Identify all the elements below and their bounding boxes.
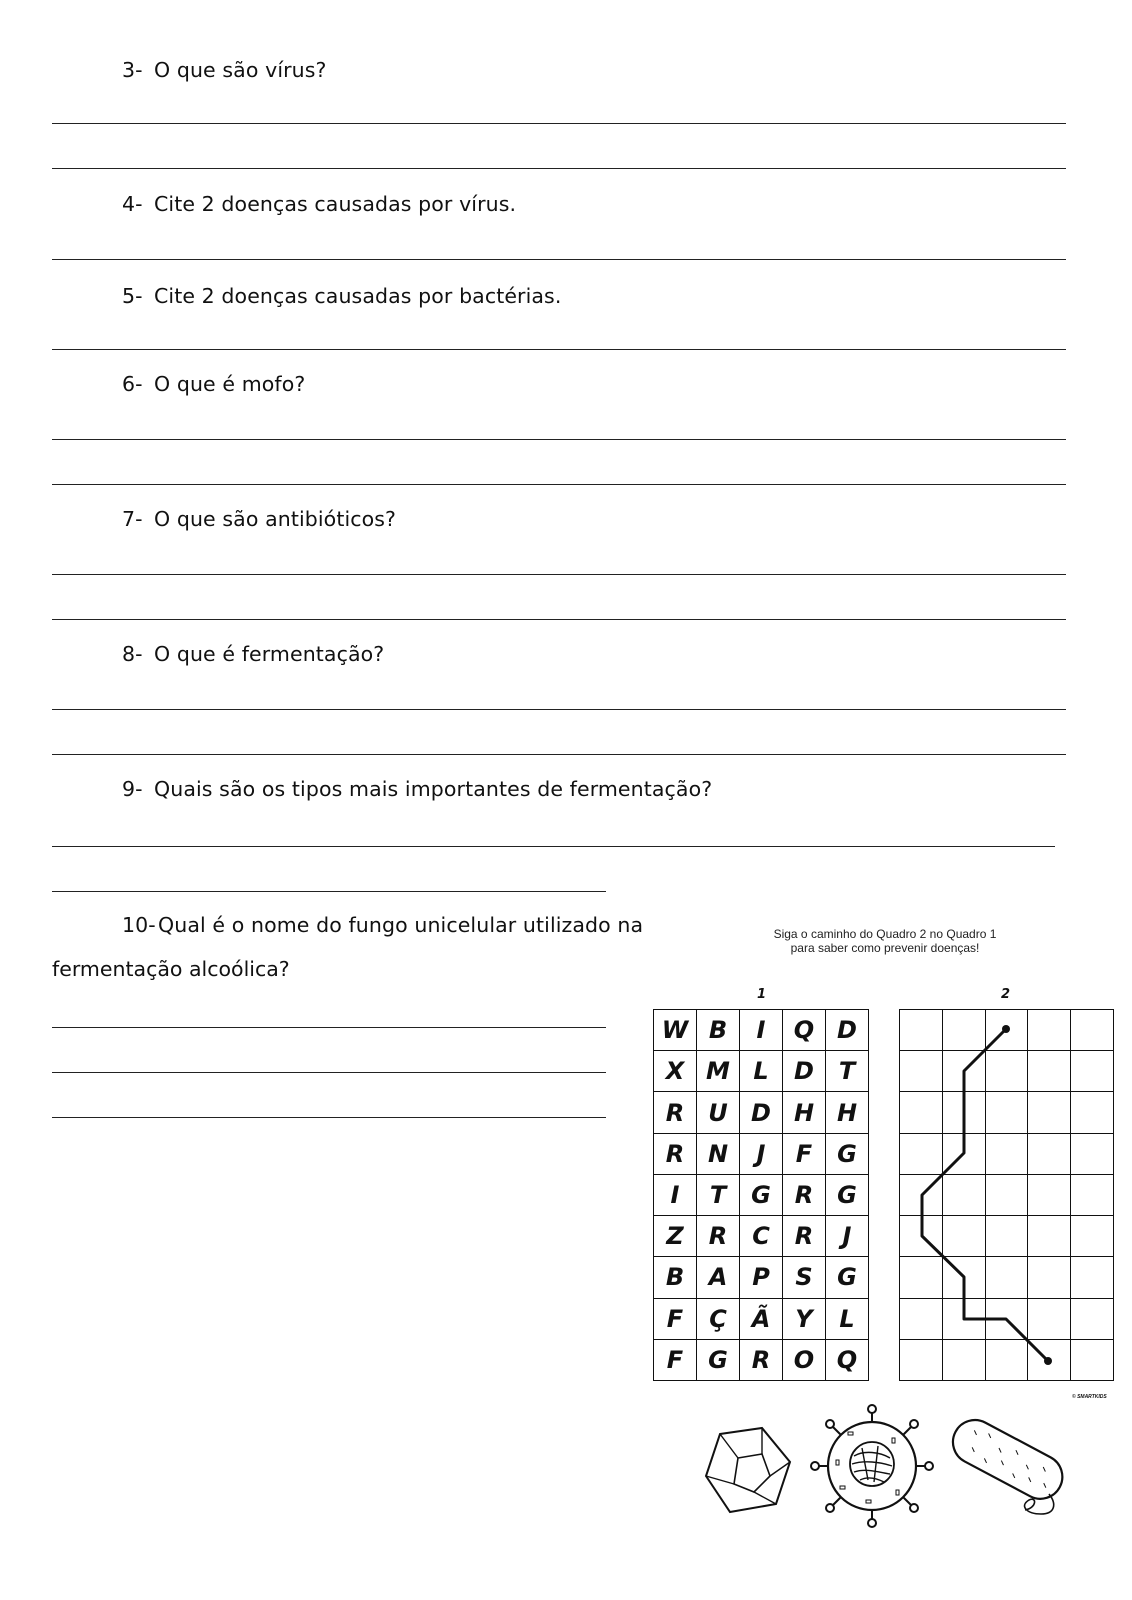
letter-board-row xyxy=(654,1339,869,1380)
board-2-label: 2 xyxy=(1001,987,1011,1002)
letter-cell: L xyxy=(740,1051,783,1092)
letter-cell: Q xyxy=(783,1010,826,1051)
path-cell xyxy=(1028,1133,1071,1174)
letter-cell: G xyxy=(826,1133,869,1174)
question-7 xyxy=(122,507,396,531)
question-number: 10- xyxy=(122,913,156,937)
letter-cell: Ç xyxy=(697,1298,740,1339)
path-cell xyxy=(985,1133,1028,1174)
path-cell xyxy=(1028,1010,1071,1051)
letter-cell: H xyxy=(783,1092,826,1133)
letter-cell: U xyxy=(697,1092,740,1133)
answer-line[interactable] xyxy=(52,574,1066,575)
letter-cell: I xyxy=(740,1010,783,1051)
path-cell xyxy=(1071,1298,1114,1339)
question-8 xyxy=(122,642,384,666)
letter-board-row xyxy=(654,1298,869,1339)
letter-cell: W xyxy=(654,1010,697,1051)
question-number: 9- xyxy=(122,777,143,801)
question-text: O que são vírus? xyxy=(154,58,327,82)
answer-line[interactable] xyxy=(52,1072,606,1073)
path-board-row xyxy=(900,1174,1114,1215)
letter-cell: C xyxy=(740,1216,783,1257)
letter-cell: Q xyxy=(826,1339,869,1380)
path-cell xyxy=(942,1216,985,1257)
path-cell xyxy=(942,1092,985,1133)
path-board-row xyxy=(900,1257,1114,1298)
letter-cell: G xyxy=(740,1174,783,1215)
path-cell xyxy=(1028,1092,1071,1133)
path-cell xyxy=(985,1174,1028,1215)
question-number: 4- xyxy=(122,192,143,216)
letter-cell: R xyxy=(783,1174,826,1215)
letter-board-row xyxy=(654,1174,869,1215)
path-cell xyxy=(1071,1010,1114,1051)
question-9 xyxy=(122,777,712,801)
letter-board-row xyxy=(654,1133,869,1174)
question-text: Quais são os tipos mais importantes de fermentação? xyxy=(154,777,713,801)
letter-board-row xyxy=(654,1092,869,1133)
letter-cell: X xyxy=(654,1051,697,1092)
path-cell xyxy=(1071,1092,1114,1133)
path-cell xyxy=(1071,1174,1114,1215)
letter-cell: B xyxy=(654,1257,697,1298)
letter-cell: N xyxy=(697,1133,740,1174)
question-number: 6- xyxy=(122,372,143,396)
path-cell xyxy=(1028,1257,1071,1298)
path-cell xyxy=(1071,1051,1114,1092)
virus-icon xyxy=(810,1404,934,1528)
letter-cell: O xyxy=(783,1339,826,1380)
path-cell xyxy=(1028,1051,1071,1092)
answer-line[interactable] xyxy=(52,349,1066,350)
path-cell xyxy=(985,1216,1028,1257)
letter-cell: B xyxy=(697,1010,740,1051)
path-cell xyxy=(942,1298,985,1339)
letter-cell: Ã xyxy=(740,1298,783,1339)
letter-cell: D xyxy=(740,1092,783,1133)
answer-line[interactable] xyxy=(52,846,1055,847)
answer-line[interactable] xyxy=(52,891,606,892)
answer-line[interactable] xyxy=(52,168,1066,169)
puzzle-caption xyxy=(735,927,1035,955)
letter-cell: J xyxy=(826,1216,869,1257)
path-board-row xyxy=(900,1051,1114,1092)
question-text: Qual é o nome do fungo unicelular utilizado na xyxy=(158,913,644,937)
path-cell xyxy=(1071,1257,1114,1298)
path-board-row xyxy=(900,1339,1114,1380)
path-cell xyxy=(942,1133,985,1174)
letter-cell: H xyxy=(826,1092,869,1133)
answer-line[interactable] xyxy=(52,123,1066,124)
path-cell xyxy=(985,1051,1028,1092)
question-number: 8- xyxy=(122,642,143,666)
path-cell xyxy=(985,1339,1028,1380)
path-board-row xyxy=(900,1133,1114,1174)
letter-cell: F xyxy=(654,1298,697,1339)
letter-cell: M xyxy=(697,1051,740,1092)
letter-cell: G xyxy=(826,1257,869,1298)
path-cell xyxy=(1028,1174,1071,1215)
letter-cell: A xyxy=(697,1257,740,1298)
path-cell xyxy=(1028,1339,1071,1380)
question-number: 5- xyxy=(122,284,143,308)
letter-cell: Z xyxy=(654,1216,697,1257)
answer-line[interactable] xyxy=(52,1027,606,1028)
bacterium-icon xyxy=(945,1418,1085,1522)
letter-cell: J xyxy=(740,1133,783,1174)
letter-cell: G xyxy=(826,1174,869,1215)
fungus-spore-icon xyxy=(700,1424,796,1516)
question-text: Cite 2 doenças causadas por vírus. xyxy=(154,192,517,216)
path-cell xyxy=(900,1051,943,1092)
path-cell xyxy=(985,1092,1028,1133)
path-cell xyxy=(900,1133,943,1174)
letter-board-row xyxy=(654,1010,869,1051)
question-6 xyxy=(122,372,305,396)
letter-cell: R xyxy=(654,1092,697,1133)
path-board-row xyxy=(900,1010,1114,1051)
path-cell xyxy=(900,1298,943,1339)
question-text: O que é fermentação? xyxy=(154,642,385,666)
path-cell xyxy=(900,1216,943,1257)
question-text: O que é mofo? xyxy=(154,372,306,396)
question-10-continuation: fermentação alcoólica? xyxy=(52,957,290,981)
path-cell xyxy=(985,1298,1028,1339)
answer-line[interactable] xyxy=(52,1117,606,1118)
puzzle-caption-line: Siga o caminho do Quadro 2 no Quadro 1 xyxy=(773,927,997,941)
path-cell xyxy=(942,1010,985,1051)
letter-cell: T xyxy=(697,1174,740,1215)
path-cell xyxy=(985,1010,1028,1051)
path-cell xyxy=(900,1092,943,1133)
path-cell xyxy=(942,1174,985,1215)
path-cell xyxy=(942,1339,985,1380)
question-3 xyxy=(122,58,327,82)
letter-cell: I xyxy=(654,1174,697,1215)
letter-cell: R xyxy=(783,1216,826,1257)
letter-cell: R xyxy=(697,1216,740,1257)
path-cell xyxy=(942,1051,985,1092)
letter-cell: P xyxy=(740,1257,783,1298)
path-cell xyxy=(900,1339,943,1380)
path-cell xyxy=(1071,1216,1114,1257)
path-cell xyxy=(942,1257,985,1298)
path-cell xyxy=(1028,1298,1071,1339)
path-board-row xyxy=(900,1216,1114,1257)
letter-cell: L xyxy=(826,1298,869,1339)
answer-line[interactable] xyxy=(52,754,1066,755)
question-5 xyxy=(122,284,561,308)
question-text: O que são antibióticos? xyxy=(154,507,397,531)
letter-cell: R xyxy=(654,1133,697,1174)
letter-board-row xyxy=(654,1216,869,1257)
answer-line[interactable] xyxy=(52,259,1066,260)
answer-line[interactable] xyxy=(52,619,1066,620)
path-cell xyxy=(985,1257,1028,1298)
path-board-row xyxy=(900,1298,1114,1339)
question-number: 3- xyxy=(122,58,143,82)
puzzle-caption-line: para saber como prevenir doenças! xyxy=(790,941,980,955)
question-number: 7- xyxy=(122,507,143,531)
letter-board xyxy=(653,1009,869,1381)
path-cell xyxy=(900,1257,943,1298)
path-cell xyxy=(1071,1339,1114,1380)
copyright-mark: © SMARTKIDS xyxy=(1072,1394,1107,1400)
letter-cell: F xyxy=(654,1339,697,1380)
path-cell xyxy=(900,1174,943,1215)
question-text: Cite 2 doenças causadas por bactérias. xyxy=(154,284,562,308)
answer-line[interactable] xyxy=(52,439,1066,440)
path-cell xyxy=(900,1010,943,1051)
letter-cell: S xyxy=(783,1257,826,1298)
path-board xyxy=(899,1009,1114,1381)
answer-line[interactable] xyxy=(52,709,1066,710)
path-cell xyxy=(1071,1133,1114,1174)
letter-cell: Y xyxy=(783,1298,826,1339)
answer-line[interactable] xyxy=(52,484,1066,485)
letter-cell: G xyxy=(697,1339,740,1380)
question-4 xyxy=(122,192,516,216)
question-10 xyxy=(122,913,643,937)
letter-cell: D xyxy=(783,1051,826,1092)
letter-board-row xyxy=(654,1051,869,1092)
board-1-label: 1 xyxy=(757,987,767,1002)
letter-cell: D xyxy=(826,1010,869,1051)
letter-cell: R xyxy=(740,1339,783,1380)
path-cell xyxy=(1028,1216,1071,1257)
letter-cell: T xyxy=(826,1051,869,1092)
letter-cell: F xyxy=(783,1133,826,1174)
letter-board-row xyxy=(654,1257,869,1298)
path-board-row xyxy=(900,1092,1114,1133)
